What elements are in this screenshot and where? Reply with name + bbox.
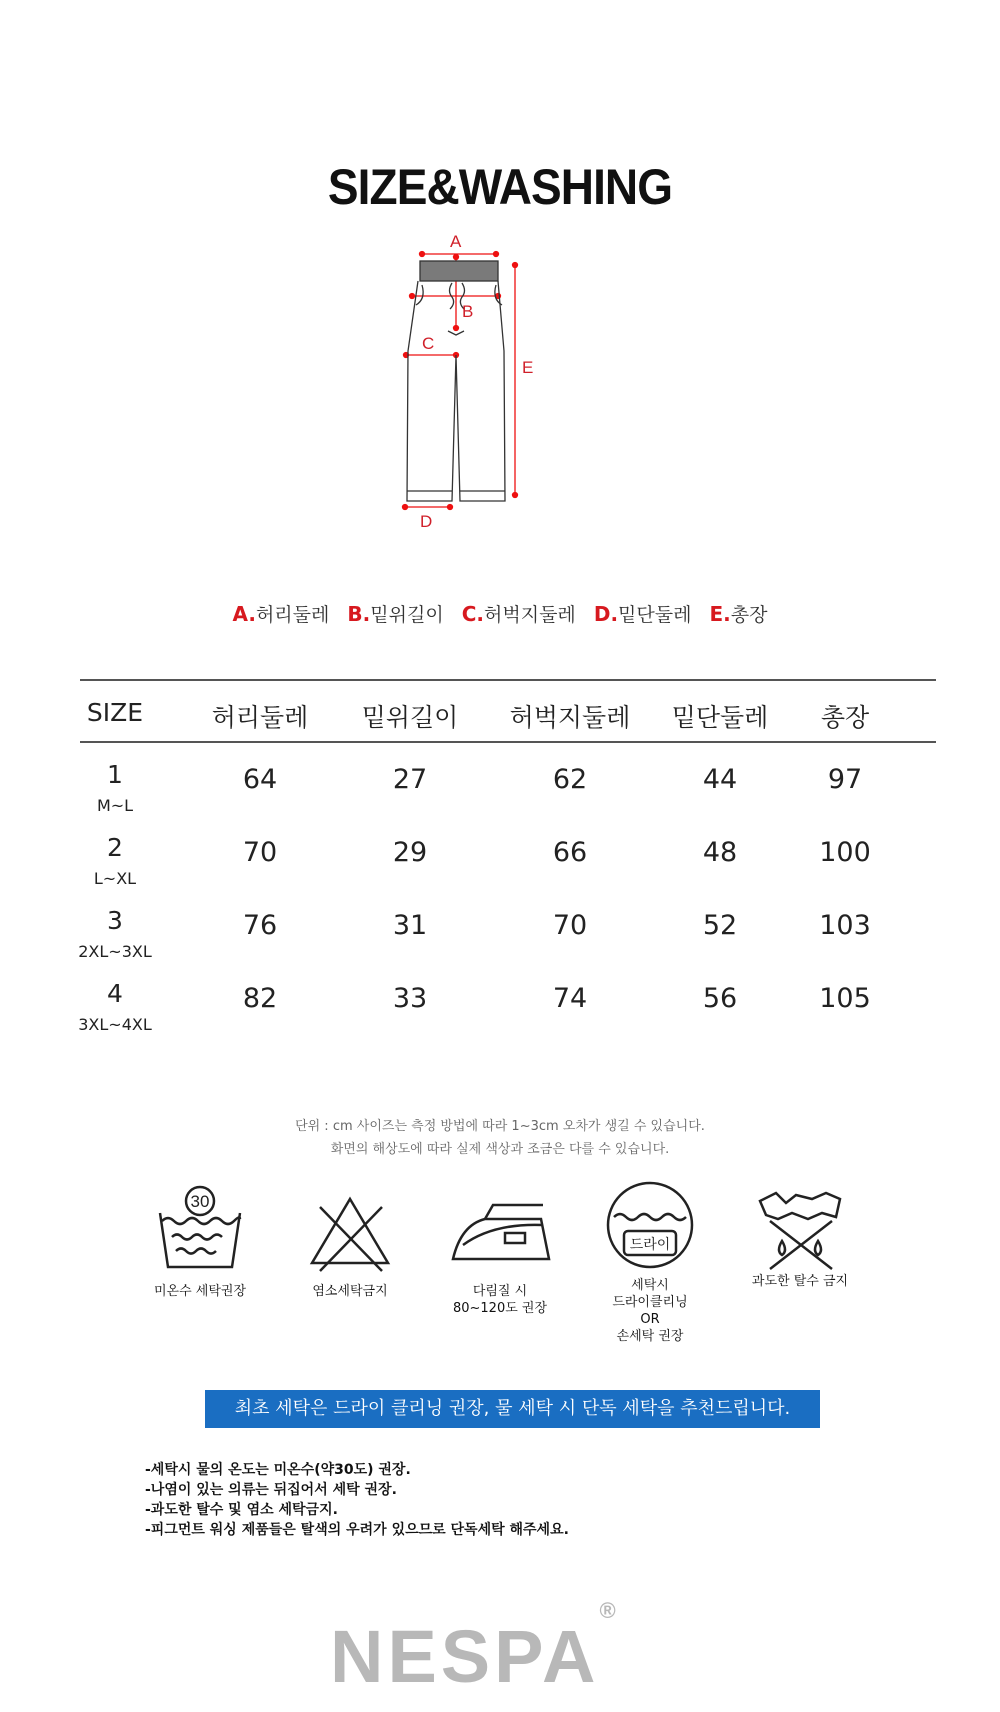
legend-key-e: E. — [709, 602, 731, 626]
color-note: 화면의 해상도에 따라 실제 색상과 조금은 다를 수 있습니다. — [330, 1142, 670, 1157]
care-caption: 미온수 세탁권장 — [153, 1284, 247, 1299]
length-value: 105 — [819, 983, 871, 1014]
size-number: 3 — [107, 906, 123, 935]
tip-line: -세탁시 물의 온도는 미온수(약30도) 권장. — [145, 1462, 411, 1478]
care-caption-line: 세탁시 — [631, 1278, 669, 1293]
size-number: 2 — [107, 833, 123, 862]
waist-value: 70 — [242, 837, 278, 868]
rise-value: 27 — [392, 764, 428, 795]
brand-logo — [330, 1598, 616, 1699]
care-item-iron — [425, 1185, 575, 1317]
size-fit: 3XL~4XL — [78, 1015, 152, 1034]
rise-value: 31 — [392, 910, 428, 941]
legend-text-c: 허벅지둘레 — [484, 604, 576, 626]
care-caption: 염소세탁금지 — [312, 1284, 388, 1299]
header-length: 총장 — [820, 703, 870, 732]
care-caption-line: 드라이클리닝 — [612, 1295, 688, 1310]
wash-notice-banner: 최초 세탁은 드라이 클리닝 권장, 물 세탁 시 단독 세탁을 추천드립니다. — [205, 1390, 820, 1428]
size-fit: 2XL~3XL — [78, 942, 152, 961]
rise-value: 29 — [392, 837, 428, 868]
brand-name: NESPA — [330, 1615, 600, 1698]
no-wring-icon — [752, 1185, 848, 1275]
label-a: A — [450, 232, 462, 251]
page-title: SIZE&WASHING — [327, 159, 673, 215]
table-row — [80, 833, 936, 893]
size-fit: M~L — [96, 796, 134, 815]
size-table-header — [80, 698, 936, 732]
header-waist: 허리둘레 — [211, 703, 309, 732]
legend-text-e: 총장 — [730, 604, 768, 626]
table-top-rule — [80, 679, 936, 681]
label-e: E — [522, 358, 534, 377]
wash-tips — [145, 1460, 569, 1540]
thigh-value: 70 — [552, 910, 588, 941]
size-fit: L~XL — [93, 869, 137, 888]
legend-text-a: 허리둘레 — [255, 604, 330, 626]
legend-key-b: B. — [347, 602, 371, 626]
wash-temp-badge: 30 — [190, 1192, 210, 1211]
care-caption-line: 80~120도 권장 — [452, 1301, 548, 1316]
dry-badge: 드라이 — [629, 1237, 671, 1253]
care-caption: 과도한 탈수 금지 — [751, 1274, 849, 1289]
length-value: 103 — [819, 910, 871, 941]
legend-text-d: 밑단둘레 — [618, 604, 692, 626]
tip-line: -과도한 탈수 및 염소 세탁금지. — [145, 1502, 338, 1518]
waist-value: 76 — [242, 910, 278, 941]
care-caption-line: OR — [640, 1312, 660, 1327]
hem-value: 52 — [702, 910, 738, 941]
registered-mark: ® — [599, 1598, 616, 1624]
rise-value: 33 — [392, 983, 428, 1014]
care-item-wring — [725, 1185, 875, 1290]
care-item-dryclean — [575, 1177, 725, 1345]
tip-line: -피그먼트 워싱 제품들은 탈색의 우려가 있으므로 단독세탁 해주세요. — [145, 1522, 569, 1538]
header-size: SIZE — [86, 698, 144, 727]
wash-30-icon — [152, 1185, 248, 1275]
thigh-value: 74 — [552, 983, 588, 1014]
header-rise: 밑위길이 — [361, 703, 459, 732]
legend-key-a: A. — [232, 602, 256, 626]
size-number: 4 — [107, 979, 123, 1008]
size-number: 1 — [107, 760, 123, 789]
label-b: B — [462, 302, 474, 321]
table-header-rule — [80, 741, 936, 743]
thigh-value: 66 — [552, 837, 588, 868]
care-item-bleach — [275, 1185, 425, 1300]
hem-value: 48 — [702, 837, 738, 868]
thigh-value: 62 — [552, 764, 588, 795]
no-bleach-icon — [302, 1185, 398, 1275]
table-row — [80, 906, 936, 966]
iron-icon — [445, 1185, 555, 1275]
length-value: 100 — [819, 837, 871, 868]
header-hem: 밑단둘레 — [671, 703, 769, 732]
legend-key-d: D. — [593, 602, 619, 626]
label-d: D — [420, 512, 433, 531]
care-item-wash — [125, 1185, 275, 1300]
legend-text-b: 밑위길이 — [370, 604, 444, 626]
table-row — [80, 979, 936, 1039]
table-row — [80, 760, 936, 820]
waist-value: 64 — [242, 764, 278, 795]
label-c: C — [422, 334, 435, 353]
waist-value: 82 — [242, 983, 278, 1014]
hem-value: 44 — [702, 764, 738, 795]
legend-key-c: C. — [461, 602, 485, 626]
tip-line: -나염이 있는 의류는 뒤집어서 세탁 권장. — [145, 1482, 397, 1498]
care-caption-line: 다림질 시 — [472, 1284, 528, 1299]
unit-note: 단위 : cm 사이즈는 측정 방법에 따라 1~3cm 오차가 생길 수 있습니다. — [295, 1119, 705, 1134]
hem-value: 56 — [702, 983, 738, 1014]
care-caption-line: 손세탁 권장 — [616, 1329, 684, 1344]
length-value: 97 — [827, 764, 863, 795]
measurement-legend — [0, 600, 1000, 627]
header-thigh: 허벅지둘레 — [509, 703, 631, 732]
dry-clean-icon — [602, 1177, 698, 1273]
measurement-overlay — [400, 232, 534, 531]
